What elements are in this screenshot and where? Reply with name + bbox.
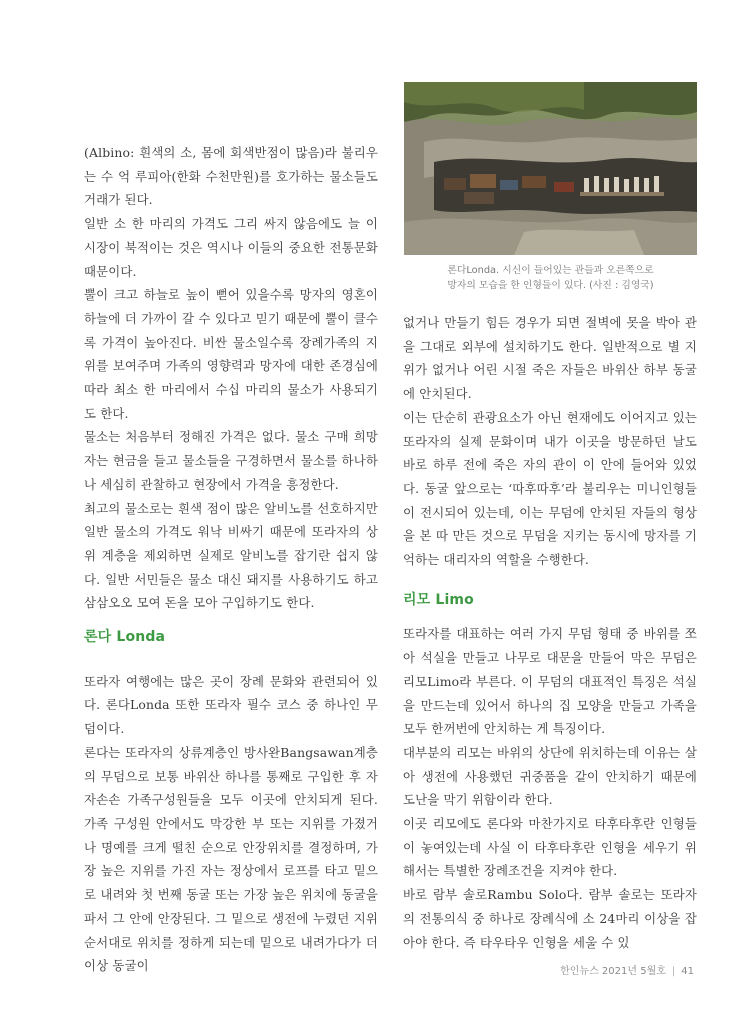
caption-line-1: 론다Londa. 시신이 들어있는 관들과 오른쪽으로 bbox=[447, 265, 654, 276]
left-column bbox=[84, 141, 378, 978]
cave-tomb-photo bbox=[404, 82, 697, 255]
paragraph: 바로 람부 솔로Rambu Solo다. 람부 솔로는 또라자의 전통의식 중 하나로 장례식에 소 24마리 이상을 잡아야 한다. 즉 타우타우 인형을 세울 수 있 bbox=[403, 887, 697, 950]
paragraph: 없거나 만들기 힘든 경우가 되면 절벽에 못을 박아 관을 그대로 외부에 설치하기도 한다. 일반적으로 별 지위가 없거나 어린 시절 죽은 자들은 바위산 하부 동굴에 안치된다. bbox=[403, 315, 697, 402]
paragraph: 이곳 리모에도 론다와 마찬가지로 타후타후란 인형들이 놓여있는데 사실 이 타후타후란 인형을 세우기 위해서는 특별한 장례조건을 지켜야 한다. bbox=[403, 816, 697, 879]
publication-name: 한인뉴스 2021년 5월호 bbox=[560, 966, 666, 977]
caption-line-2: 망자의 모습을 한 인형들이 있다. (사진 : 김영국) bbox=[447, 280, 654, 291]
footer-separator: | bbox=[671, 966, 676, 977]
photo-caption bbox=[404, 263, 697, 293]
paragraph: 또라자를 대표하는 여러 가지 무덤 형태 중 바위를 쪼아 석실을 만들고 나무로 대문을 만들어 막은 무덤은 리모Limo라 부른다. 이 무덤의 대표적인 특징은 석실을 만드는데 있어서 하나의 집 모양을 만들고 가족을 모두 한꺼번에 안치하는 게 특징이다. bbox=[403, 626, 697, 737]
paragraph: 론다는 또라자의 상류계층인 방사완Bangsawan계층의 무덤으로 보통 바위산 하나를 통째로 구입한 후 자자손손 가족구성원들을 모두 이곳에 안치되게 된다. 가족 구성원 안에서도 막강한 부 또는 지위를 가졌거나 명예를 크게 떨친 순으로 안장위치를 결정하며, 가장 높은 지위를 가진 자는 정상에서 로프를 타고 밑으로 내려와 첫 번째 동굴 또는 가장 높은 위치에 동굴을 파서 그 안에 안장된다. 그 밑으로 생전에 누렸던 지위순서대로 위치를 정하게 되는데 밑으로 내려가다가 더 이상 동굴이 bbox=[84, 744, 378, 974]
paragraph: 물소는 처음부터 정해진 가격은 없다. 물소 구매 희망자는 현금을 들고 물소들을 구경하면서 물소를 하나하나 세심히 관찰하고 현장에서 가격을 흥정한다. bbox=[84, 429, 378, 492]
page-number: 41 bbox=[681, 966, 694, 977]
paragraph: 이는 단순히 관광요소가 아닌 현재에도 이어지고 있는 또라자의 실제 문화이며 내가 이곳을 방문하던 날도 바로 하루 전에 죽은 자의 관이 이 안에 들어와 있었다. 동굴 앞으로는 ‘따후따후’라 불리우는 미니인형들이 전시되어 있는데, 이는 무덤에 안치된 자들의 형상을 본 따 만든 것으로 무덤을 지키는 동시에 망자를 기억하는 대리자의 역할을 수행한다. bbox=[403, 409, 697, 568]
section-heading-limo: 리모 Limo bbox=[403, 591, 474, 608]
paragraph: 뿔이 크고 하늘로 높이 뻗어 있을수록 망자의 영혼이 하늘에 더 가까이 갈 수 있다고 믿기 때문에 뿔이 클수록 가격이 높아진다. 비싼 물소일수록 장례가족의 지위를 보여주며 가족의 영향력과 망자에 대한 존경심에 따라 최소 한 마리에서 수십 마리의 물소가 사용되기도 한다. bbox=[84, 287, 378, 421]
paragraph: 또라자 여행에는 많은 곳이 장례 문화와 관련되어 있다. 론다Londa 또한 또라자 필수 코스 중 하나인 무덤이다. bbox=[84, 673, 378, 737]
section-heading-londa: 론다 Londa bbox=[84, 629, 166, 646]
right-column bbox=[403, 311, 697, 954]
paragraph: 대부분의 리모는 바위의 상단에 위치하는데 이유는 살아 생전에 사용했던 귀중품을 같이 안치하기 때문에 도난을 막기 위함이라 한다. bbox=[403, 744, 697, 808]
paragraph: (Albino: 흰색의 소, 몸에 회색반점이 많음)라 불리우는 수 억 루피아(한화 수천만원)를 호가하는 물소들도 거래가 된다. bbox=[84, 145, 378, 208]
paragraph: 일반 소 한 마리의 가격도 그리 싸지 않음에도 늘 이 시장이 북적이는 것은 역시나 이들의 중요한 전통문화 때문이다. bbox=[84, 216, 378, 279]
paragraph: 최고의 물소로는 흰색 점이 많은 알비노를 선호하지만 일반 물소의 가격도 워낙 비싸기 때문에 또라자의 상위 계층을 제외하면 실제로 알비노를 잡기란 쉽지 않다. 일반 서민들은 물소 대신 돼지를 사용하기도 하고 삼삼오오 모여 돈을 모아 구입하기도 한다. bbox=[84, 500, 378, 611]
page-footer bbox=[560, 962, 694, 977]
